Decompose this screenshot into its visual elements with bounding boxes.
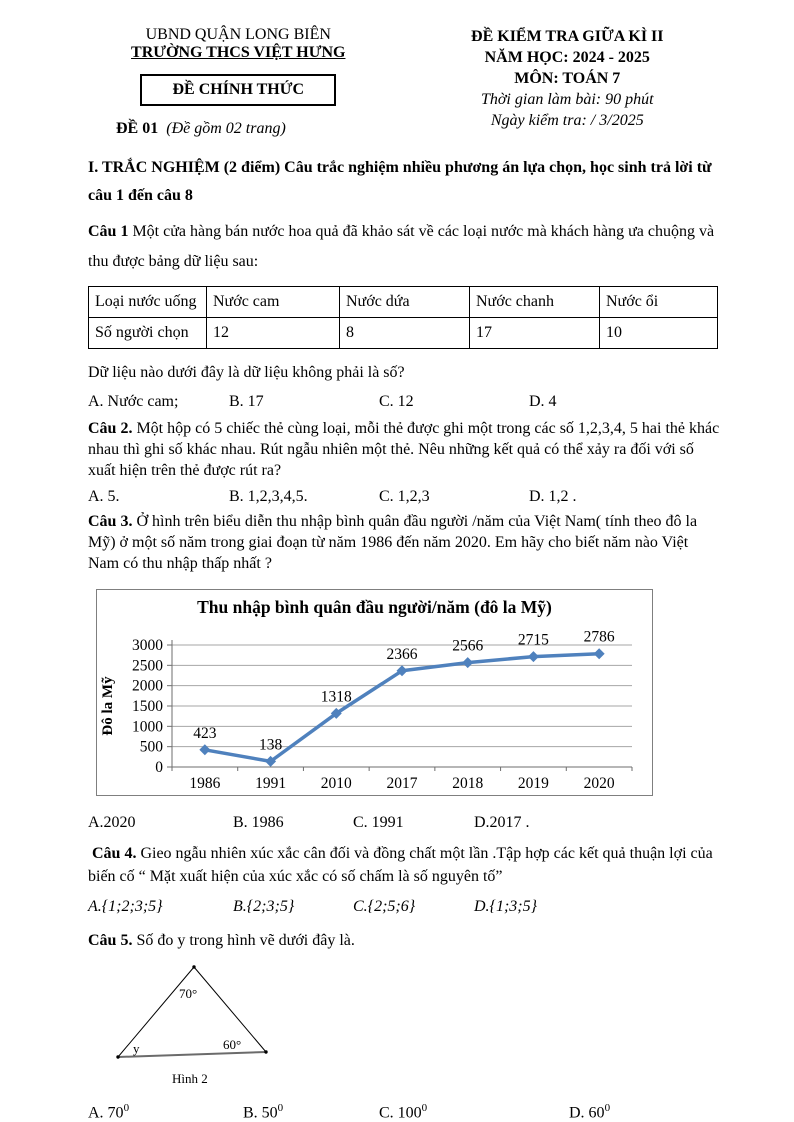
- option-c: C. 12: [379, 392, 414, 410]
- option-c: C. 1,2,3: [379, 488, 430, 506]
- svg-text:423: 423: [193, 724, 217, 742]
- option-c: C. $100^0$: [379, 1101, 428, 1121]
- q5-figure: [106, 957, 720, 1094]
- table-row: [89, 318, 718, 349]
- chart-title: Thu nhập bình quân đầu người/năm (đô la Mỹ): [197, 596, 552, 617]
- option-b: B. $50^0$: [243, 1101, 284, 1121]
- svg-text:2020: 2020: [583, 774, 615, 792]
- option-d: D. 1,2 .: [529, 488, 577, 506]
- option-a: A.2020: [88, 813, 136, 831]
- school-year: NĂM HỌC: 2024 - 2025: [484, 49, 650, 67]
- option-c: C. 1991: [353, 813, 404, 831]
- question-4-label: Câu 4.: [92, 845, 137, 863]
- svg-text:2786: 2786: [583, 628, 615, 646]
- question-1-text: Câu 1 Một cửa hàng bán nước hoa quả đã khảo sát về các loại nước mà khách hàng ưa chuộng và thu được bảng dữ liệu sau:: [88, 222, 715, 270]
- subject: MÔN: TOÁN 7: [514, 70, 621, 88]
- svg-text:1991: 1991: [255, 774, 287, 792]
- table-cell: Số người chọn: [89, 318, 207, 349]
- official-exam-box: ĐỀ CHÍNH THỨC: [140, 74, 336, 106]
- svg-text:3000: 3000: [132, 636, 163, 654]
- question-3-text: Câu 3. Ở hình trên biểu diễn thu nhập bình quân đầu người /năm của Việt Nam( tính theo đô la Mỹ) ở một số năm trong giai đoạn từ năm 1986 đến năm 2020. Em hãy cho biết năm nào Việt Nam có thu nhập thấp nhất ?: [88, 512, 698, 573]
- header-left-column: [88, 26, 389, 138]
- option-b: B.{2;3;5}: [233, 898, 295, 916]
- question-4-text: Câu 4. Gieo ngẫu nhiên xúc xắc cân đối và đồng chất một lần .Tập hợp các kết quả thuận lợi của biến cố “ Mặt xuất hiện của xúc xắc có số chấm là số nguyên tố”: [88, 845, 713, 885]
- option-d: D.2017 .: [474, 813, 530, 831]
- question-1-label: Câu 1: [88, 222, 129, 240]
- section-1-heading: I. TRẮC NGHIỆM (2 điểm) Câu trắc nghiệm nhiều phương án lựa chọn, học sinh trả lời từ câu 1 đến câu 8: [88, 159, 712, 205]
- q1-question: Dữ liệu nào dưới đây là dữ liệu không phải là số?: [88, 364, 405, 382]
- svg-text:Đô la Mỹ: Đô la Mỹ: [100, 676, 116, 736]
- table-cell: Nước chanh: [470, 287, 600, 318]
- option-a: A. Nước cam;: [88, 392, 179, 410]
- exam-header: [88, 26, 720, 138]
- right-angle-label: 60°: [223, 1036, 242, 1052]
- svg-text:500: 500: [139, 738, 163, 756]
- table-cell: 12: [207, 318, 340, 349]
- svg-text:2715: 2715: [517, 631, 549, 649]
- svg-text:1500: 1500: [132, 697, 163, 715]
- svg-text:2500: 2500: [132, 657, 163, 675]
- figure-caption: Hình 2: [172, 1070, 208, 1086]
- header-right-column: [415, 26, 720, 138]
- triangle-figure: [106, 957, 326, 1089]
- table-cell: 17: [470, 318, 600, 349]
- option-b: B. 1,2,3,4,5.: [229, 488, 308, 506]
- svg-text:1318: 1318: [320, 688, 352, 706]
- svg-text:2010: 2010: [320, 774, 352, 792]
- svg-text:2366: 2366: [386, 645, 418, 663]
- q4-options: [88, 894, 720, 920]
- income-line-chart: [96, 589, 653, 796]
- svg-text:138: 138: [258, 736, 283, 754]
- chart-canvas: [97, 620, 652, 792]
- exam-code-line: [116, 120, 389, 138]
- option-b: B. 17: [229, 392, 264, 410]
- question-2-text: Câu 2. Một hộp có 5 chiếc thẻ cùng loại, mỗi thẻ được ghi một trong các số 1,2,3,4, 5 hai thẻ khác nhau thì ghi số khác nhau. Rút ngẫu nhiên một thẻ. Nêu những kết quả có thể xảy ra đối với số xuất hiện trên thẻ được rút ra?: [88, 419, 720, 480]
- option-d: D. 4: [529, 392, 557, 410]
- question-3-label: Câu 3.: [88, 512, 133, 530]
- apex-angle-label: 70°: [179, 985, 198, 1001]
- q5-options: [88, 1100, 720, 1122]
- option-b: B. 1986: [233, 813, 284, 831]
- authority-name: UBND QUẬN LONG BIÊN: [145, 26, 331, 43]
- option-d: D.{1;3;5}: [474, 898, 538, 916]
- svg-text:2019: 2019: [517, 774, 549, 792]
- option-d: D. $60^0$: [569, 1101, 611, 1121]
- question-5-text: Câu 5. Số đo y trong hình vẽ dưới đây là.: [88, 931, 355, 949]
- question-2-label: Câu 2.: [88, 419, 133, 437]
- table-cell: Nước ổi: [600, 287, 718, 318]
- svg-text:2018: 2018: [452, 774, 484, 792]
- table-cell: 10: [600, 318, 718, 349]
- option-a: A. 5.: [88, 488, 120, 506]
- exam-title: ĐỀ KIỂM TRA GIỮA KÌ II: [471, 28, 664, 45]
- option-a: A. $70^0$: [88, 1101, 130, 1121]
- q1-options: [88, 389, 720, 415]
- exam-date: Ngày kiểm tra: / 3/2025: [490, 112, 644, 130]
- option-c: C.{2;5;6}: [353, 898, 416, 916]
- page-count-note: (Đề gồm 02 trang): [166, 120, 286, 137]
- table-cell: Nước dứa: [340, 287, 470, 318]
- svg-text:2000: 2000: [132, 677, 163, 695]
- table-cell: Nước cam: [207, 287, 340, 318]
- svg-text:0: 0: [155, 758, 163, 776]
- table-cell: Loại nước uống: [89, 287, 207, 318]
- svg-text:1000: 1000: [132, 718, 163, 736]
- exam-code: ĐỀ 01: [116, 120, 159, 137]
- q1-data-table: [88, 286, 718, 349]
- table-row: [89, 287, 718, 318]
- table-cell: 8: [340, 318, 470, 349]
- option-a: A.{1;2;3;5}: [88, 898, 163, 916]
- svg-text:2566: 2566: [452, 637, 484, 655]
- duration: Thời gian làm bài: 90 phút: [480, 91, 654, 109]
- q2-options: [88, 484, 720, 510]
- svg-text:1986: 1986: [189, 774, 221, 792]
- q3-options: [88, 810, 720, 836]
- question-5-label: Câu 5.: [88, 931, 133, 949]
- left-angle-label: y: [133, 1040, 140, 1056]
- svg-text:2017: 2017: [386, 774, 418, 792]
- school-name: TRƯỜNG THCS VIỆT HƯNG: [131, 44, 346, 61]
